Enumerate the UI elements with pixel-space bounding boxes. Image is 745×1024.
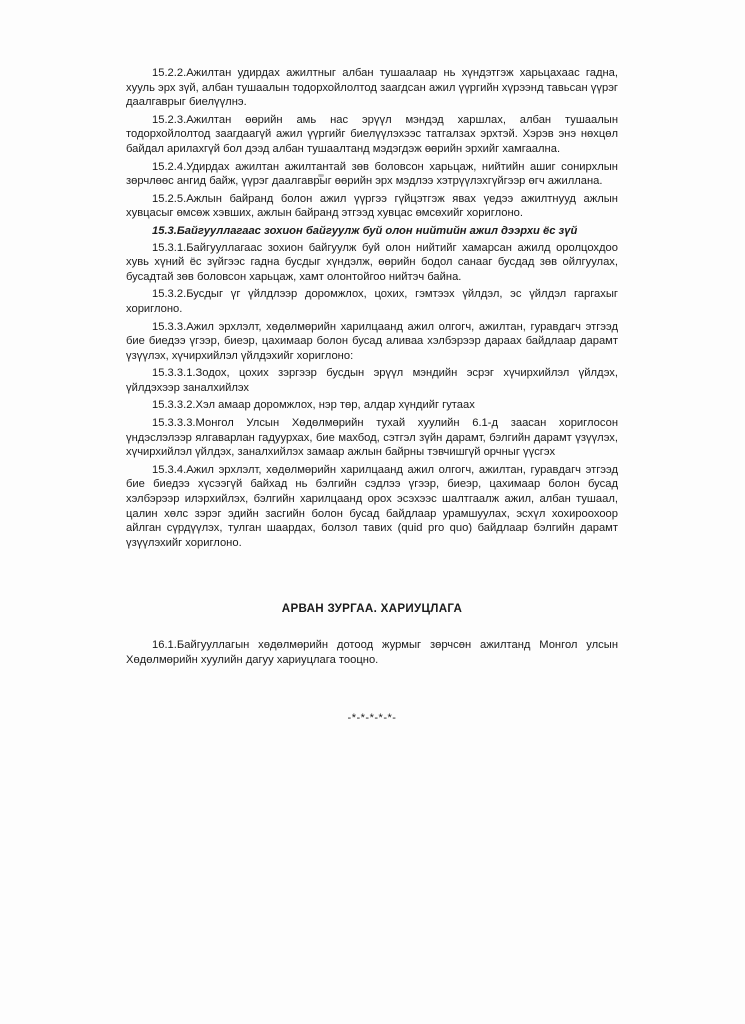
paragraph-15-3-4: 15.3.4.Ажил эрхлэлт, хөдөлмөрийн харилцаанд ажил олгогч, ажилтан, гуравдагч этгээд бие биедээ хүсээгүй байхад нь бэлгийн сэдлээ үгээр, биеэр, цахимаар болон бусад хэлбэрээр илэрхийлэх, бэлгийн харилцаанд орох эсэхээс шалтгаалж ажил, албан тушаал, цалин хөлс зэрэг эдийн засгийн болон бусад байдлаар урамшуулах, эсхүл хохироохоор айлган сүрдүүлэх, тулган шаардах, болзол тавих (quid pro quo) байдлаар бэлгийн дарамт үзүүлэхийг хориглоно. — [126, 463, 618, 549]
paragraph-15-2-4: 15.2.4.Удирдах ажилтан ажилтантай зөв боловсон харьцаж, нийтийн ашиг сонирхлын зөрчлөөс ангид байж, үүрэг даалгаврыг өөрийн эрх мэдлээ хэтрүүлэхгүйгээр өгч ажиллана. — [126, 160, 618, 188]
paragraph-15-3-1: 15.3.1.Байгууллагаас зохион байгуулж буй олон нийтийг хамарсан ажилд оролцохдоо хувь хүний ёс зүйгээс гадна бусдыг хүндэлж, өөрийн бодол санааг бусдад зөв ойлгуулах, бусадтай зөв боловсон харьцаж, хамт олонтойгоо нийтэч байна. — [126, 241, 618, 283]
paragraph-15-2-3: 15.2.3.Ажилтан өөрийн амь нас эрүүл мэндэд харшлах, албан тушаалын тодорхойлолтод заагдаагүй ажил үүргийг биелүүлэхээс татгалзах эрхтэй. Хэрэв энэ нөхцөл байдал арилахгүй бол дээд албан тушаалтанд мэдэгдэж өөрийн эрхийг хамгаална. — [126, 113, 618, 155]
end-mark: -*-*-*-*-*- — [347, 712, 397, 724]
paragraph-15-3-2: 15.3.2.Бусдыг үг үйлдлээр доромжлох, цохих, гэмтээх үйлдэл, эс үйлдэл гаргахыг хориглоно. — [126, 288, 618, 315]
paragraph-15-2-5: 15.2.5.Ажлын байранд болон ажил үүргээ гүйцэтгэж явах үедээ ажилтнууд ажлын хувцасыг өмсөж хэвших, ажлын байранд этгээд хувцас өмсөхийг хориглоно. — [126, 192, 618, 220]
paragraph-16-1: 16.1.Байгууллагын хөдөлмөрийн дотоод журмыг зөрчсөн ажилтанд Монгол улсын Хөдөлмөрийн хуулийн дагуу хариуцлага тооцно. — [126, 639, 618, 666]
paragraph-15-2-2: 15.2.2.Ажилтан удирдах ажилтныг албан тушаалаар нь хүндэтгэж харьцахаас гадна, хууль эрх зүй, албан тушаалын тодорхойлолтод заагдсан ажил үүргийн хүрээнд тавьсан үүрэг даалгаврыг биелүүлнэ. — [126, 67, 618, 109]
subsection-heading-15-3: 15.3.Байгууллагаас зохион байгуулж буй олон нийтийн ажил дээрхи ёс зүй — [152, 224, 578, 237]
paragraph-15-3-3: 15.3.3.Ажил эрхлэлт, хөдөлмөрийн харилцаанд ажил олгогч, ажилтан, гуравдагч этгээд бие биедээ үгээр, биеэр, цахимаар болон бусад аливаа хэлбэрээр дараах байдлаар дарамт үзүүлэх, хүчирхийлэл үйлдэхийг хориглоно: — [126, 320, 618, 362]
document-body — [126, 66, 618, 553]
section-title: АРВАН ЗУРГАА. ХАРИУЦЛАГА — [281, 602, 463, 615]
closing-section — [126, 638, 618, 667]
paragraph-15-3-3-1: 15.3.3.1.Зодох, цохих зэргээр бусдын эрүүл мэндийн эсрэг хүчирхийлэл үйлдэх, үйлдэхээр заналхийлэх — [126, 367, 618, 394]
paragraph-15-3-3-2: 15.3.3.2.Хэл амаар доромжлох, нэр төр, алдар хүндийг гутаах — [152, 399, 475, 412]
paragraph-15-3-3-3: 15.3.3.3.Монгол Улсын Хөдөлмөрийн тухай хуулийн 6.1-д заасан хориглосон үндэслэлээр ялгаварлан гадуурхах, бие махбод, сэтгэл зүйн дарамт, бэлгийн дарамт үзүүлэх, хүчирхийлэл үйлдэх, заналхийлэх замаар ажлын байрны тэвчишгүй орчныг үүсгэх — [126, 417, 618, 459]
